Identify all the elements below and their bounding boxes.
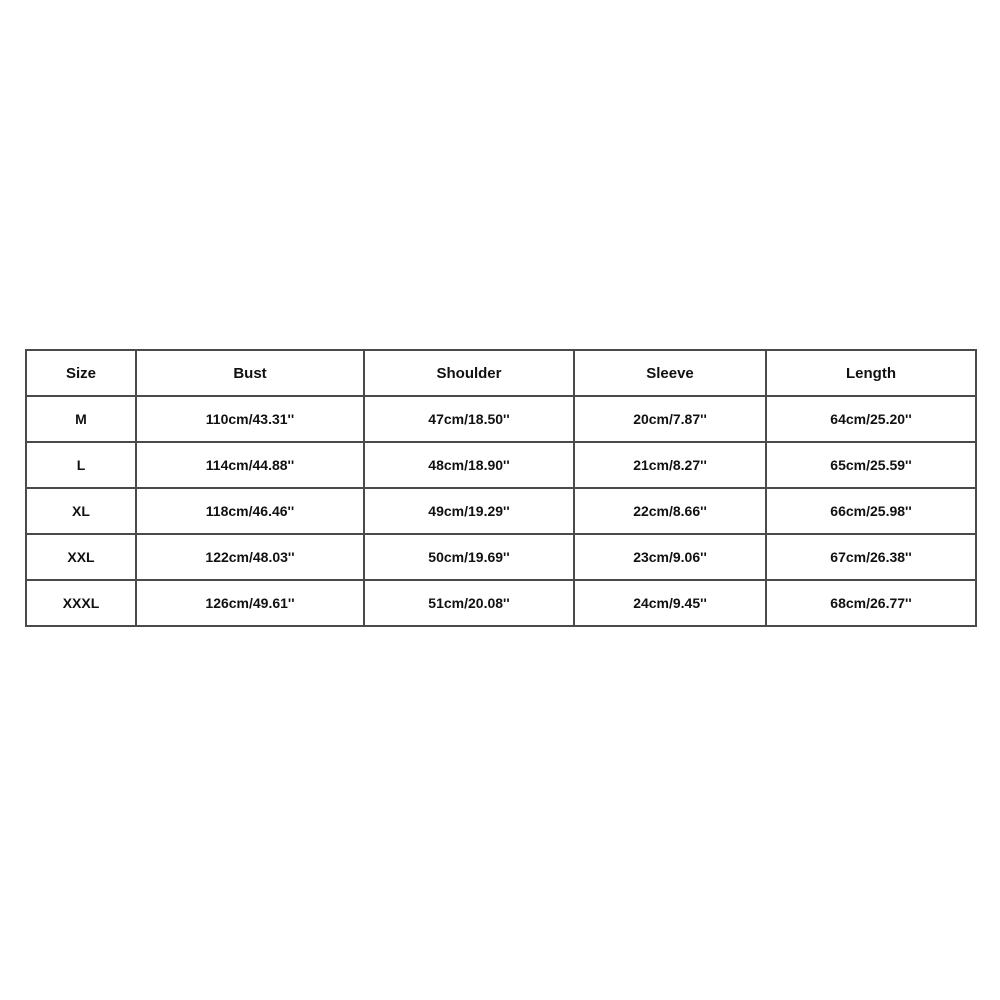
cell-bust: 122cm/48.03'' [136,534,364,580]
cell-size: L [26,442,136,488]
cell-bust: 126cm/49.61'' [136,580,364,626]
table-row [26,534,976,580]
table-row [26,442,976,488]
cell-sleeve: 21cm/8.27'' [574,442,766,488]
cell-length: 68cm/26.77'' [766,580,976,626]
table-row [26,396,976,442]
cell-shoulder: 51cm/20.08'' [364,580,574,626]
cell-sleeve: 20cm/7.87'' [574,396,766,442]
cell-size: XXXL [26,580,136,626]
header-size: Size [26,350,136,396]
cell-size: XL [26,488,136,534]
cell-size: XXL [26,534,136,580]
cell-bust: 114cm/44.88'' [136,442,364,488]
table-row [26,580,976,626]
cell-length: 65cm/25.59'' [766,442,976,488]
header-bust: Bust [136,350,364,396]
header-sleeve: Sleeve [574,350,766,396]
cell-bust: 118cm/46.46'' [136,488,364,534]
cell-shoulder: 48cm/18.90'' [364,442,574,488]
cell-shoulder: 47cm/18.50'' [364,396,574,442]
cell-length: 64cm/25.20'' [766,396,976,442]
cell-sleeve: 22cm/8.66'' [574,488,766,534]
cell-sleeve: 23cm/9.06'' [574,534,766,580]
cell-size: M [26,396,136,442]
cell-bust: 110cm/43.31'' [136,396,364,442]
table-row [26,488,976,534]
cell-length: 67cm/26.38'' [766,534,976,580]
cell-shoulder: 50cm/19.69'' [364,534,574,580]
cell-shoulder: 49cm/19.29'' [364,488,574,534]
header-row [26,350,976,396]
size-chart-table [25,349,977,627]
cell-sleeve: 24cm/9.45'' [574,580,766,626]
header-length: Length [766,350,976,396]
cell-length: 66cm/25.98'' [766,488,976,534]
header-shoulder: Shoulder [364,350,574,396]
